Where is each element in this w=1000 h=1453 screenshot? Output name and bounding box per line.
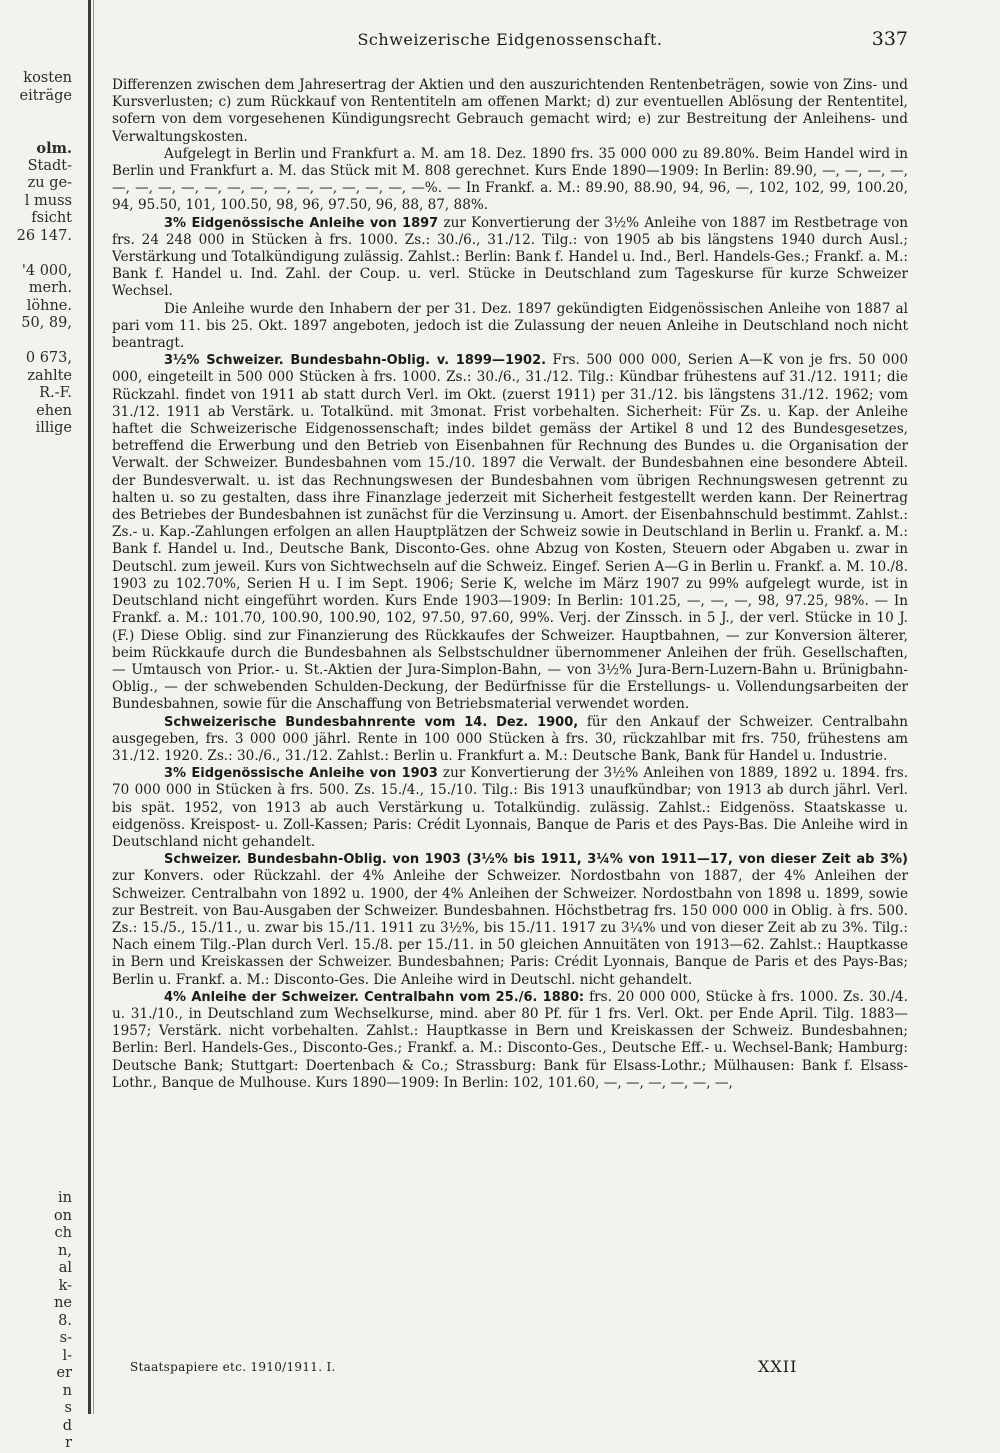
paragraph-text: frs. 20 000 000, Stücke à frs. 1000. Zs. 30./4. u. 31./10., in Deutschland zum Wechselkurse, mind. aber 80 Pf. für 1 frs. Verl. Okt. per Ende April. Tilg. 1883—1957; Verstärk. nicht vorbehalten. Zahlst.: Hauptkasse in Bern und Kreiskassen der Schweiz. Bundesbahnen; Berlin: Berl. Handels-Ges., Disconto-Ges.; Frankf. a. M.: Disconto-Ges., Deutsche Eff.- u. Wechsel-Bank; Hamburg: Deutsche Bank; Stuttgart: Doertenbach & Co.; Strassburg: Bank für Elsass-Lothr.; Mülhausen: Bank f. Elsass-Lothr., Banque de Mulhouse. Kurs 1890—1909: In Berlin: 102, 101.60, —, —, —, —, —, —,: [112, 988, 908, 1091]
page-header: [112, 30, 908, 54]
margin-fragment: [0, 700, 76, 718]
paragraph-text: Aufgelegt in Berlin und Frankfurt a. M. am 18. Dez. 1890 frs. 35 000 000 zu 89.80%. Beim Handel wird in Berlin und Frankfurt a. M. das Stück mit M. 808 gerechnet. Kurs Ende 1890—1909: In Berlin: 89.90, —, —, —, —, —, —, —, —, —, —, —, —, —, —, —, —, —, —%. — In Frankf. a. M.: 89.90, 88.90, 94, 96, —, 102, 102, 99, 100.20, 94, 95.50, 101, 100.50, 98, 96, 97.50, 96, 88, 87, 88%.: [112, 145, 908, 214]
margin-fragment: eiträge: [19, 87, 72, 104]
margin-fragment: [0, 1155, 76, 1173]
margin-fragment: 0 673,: [25, 350, 72, 366]
margin-fragment: s: [64, 1400, 72, 1416]
margin-fragment: [0, 560, 76, 578]
paragraph-text: Differenzen zwischen dem Jahresertrag der Aktien und den auszurichtenden Rentenbeträgen, sowie von Zins- und Kursverlusten; c) zum Rückkauf von Rententiteln am offenen Markt; d) zur eventuellen Ablösung der Rententitel, sofern von dem vorgesehenen Kündigungsrecht Gebrauch gemacht wird; e) zur Bestreitung der Anleihens- und Verwaltungskosten.: [112, 77, 908, 145]
margin-fragment: illige: [35, 420, 72, 436]
margin-fragment: [0, 753, 76, 771]
paragraph-text: Frs. 500 000 000, Serien A—K von je frs. 50 000 000, eingeteilt in 500 000 Stücken à frs. 1000. Zs.: 30./6., 31./12. Tilg.: Kündbar frühestens auf 31./12. 1911; die Rückzahl. findet von 1911 ab statt durch Verl. im Okt. (zuerst 1911) per 31./12. bis längstens 31./12. 1962; vom 31./12. 1911 ab Verstärk. u. Totalkünd. mit 3monat. Frist vorbehalten. Sicherheit: Für Zs. u. Kap. der Anleihe haftet die Schweizerische Eidgenossenschaft; indes bildet gemäss der Artikel 8 und 12 des Bundesgesetzes, betreffend die Erwerbung und den Betrieb von Eisenbahnen für Rechnung des Bundes u. die Organisation der Verwalt. der Schweizer. Bundesbahnen vom 15./10. 1897 die Verwalt. der Bundesbahnen eine besondere Abteil. der Bundesverwalt. u. ist das Rechnungswesen der Bundesbahnen vom übrigen Rechnungswesen getrennt zu halten u. so zu gestalten, dass ihre Finanzlage jederzeit mit Sicherheit festgestellt werden kann. Der Reinertrag des Betriebes der Bundesbahnen ist zunächst für die Verzinsung u. Amort. der Eisenbahnschuld bestimmt. Zahlst.: Zs.- u. Kap.-Zahlungen erfolgen an allen Hauptplätzen der Schweiz sowie in Deutschland in Berlin u. Frankf. a. M.: Bank f. Handel u. Ind., Deutsche Bank, Disconto-Ges. ohne Abzug von Kosten, Steuern oder Abgaben u. zwar in Deutschl. zum jeweil. Kurs von Sichtwechseln auf die Schweiz. Eingef. Serien A—G in Berlin u. Frankf. a. M. 10./8. 1903 zu 102.70%, Serien H u. I im Sept. 1906; Serie K, welche im März 1907 zu 99% aufgelegt wurde, ist in Deutschland nicht eingeführt worden. Kurs Ende 1903—1909: In Berlin: 101.25, —, —, —, 98, 97.25, 98%. — In Frankf. a. M.: 101.70, 100.90, 100.90, 102, 97.50, 97.60, 99%. Verj. der Zinssch. in 5 J., der verl. Stücke in 10 J. (F.) Diese Oblig. sind zur Finanzierung des Rückkaufes der Schweizer. Hauptbahnen, — zur Konversion älterer, beim Rückkaufe durch die Bundesbahnen als Selbstschuldner übernommener Anleihen der früh. Gesellschaften, — Umtausch von Prior.- u. St.-Aktien der Jura-Simplon-Bahn, — von 3½% Jura-Bern-Luzern-Bahn u. Brünigbahn-Oblig., — der schwebenden Schulden-Deckung, der Bedürfnisse für die Erstellungs- u. Vollendungsarbeiten der Bundesbahnen, sowie für die Anschaffung von Betriebsmaterial verwendet worden.: [112, 352, 909, 713]
paragraph: [112, 989, 908, 1092]
margin-fragment: [0, 1050, 76, 1068]
margin-fragment: 8.: [58, 1312, 72, 1329]
margin-fragment: [0, 910, 76, 928]
margin-fragment: [0, 770, 76, 788]
margin-fragment: in: [58, 1190, 72, 1206]
margin-fragment: fsicht: [31, 210, 72, 226]
page-number: 337: [871, 28, 908, 50]
margin-fragment: d: [62, 1417, 72, 1434]
margin-fragment: [0, 455, 76, 473]
margin-fragment: l muss: [24, 192, 72, 209]
margin-fragment: s-: [59, 1330, 72, 1346]
margin-fragment: [0, 1120, 76, 1138]
signature-mark: XXII: [758, 1357, 798, 1376]
margin-fragment: [0, 490, 76, 508]
margin-fragment: [0, 928, 76, 946]
paragraph: [112, 851, 908, 989]
margin-fragment: [0, 735, 76, 753]
margin-fragment: [0, 718, 76, 736]
margin-fragment: [0, 1033, 76, 1051]
page-footer: [130, 1357, 810, 1379]
margin-fragment: [0, 683, 76, 701]
margin-fragment: [0, 123, 76, 141]
margin-fragment: [0, 1068, 76, 1086]
margin-fragment: [0, 665, 76, 683]
paragraph-heading: 3% Eidgenössische Anleihe von 1903: [164, 766, 438, 782]
margin-fragment: [0, 105, 76, 123]
paragraph-heading: Schweizer. Bundesbahn-Oblig. von 1903 (3½% bis 1911, 3¼% von 1911—17, von dieser Zeit ab 3%): [164, 852, 908, 868]
margin-fragment: [0, 1173, 76, 1191]
page-body: [112, 77, 908, 1092]
margin-fragment: R.-F.: [39, 385, 72, 401]
margin-fragment: [0, 648, 76, 666]
margin-fragment: [0, 543, 76, 561]
margin-fragment: [0, 333, 76, 351]
margin-fragment: ch: [54, 1225, 72, 1241]
paragraph-heading: 3% Eidgenössische Anleihe von 1897: [164, 215, 439, 231]
paragraph: [112, 714, 908, 766]
margin-fragment: [0, 998, 76, 1016]
paragraph-heading: 4% Anleihe der Schweizer. Centralbahn vom 25./6. 1880:: [164, 989, 585, 1005]
paragraph-text: für den Ankauf der Schweizer. Centralbahn ausgegeben, frs. 3 000 000 jährl. Rente in 100 000 Stücken à frs. 30, rückzahlbar mit frs. 750, frühestens am 31./12. 1920. Zs.: 30./6., 31./12. Zahlst.: Berlin u. Frankfurt a. M.: Deutsche Bank, Bank für Handel u. Industrie.: [112, 713, 908, 764]
margin-fragment: Stadt-: [27, 157, 72, 174]
margin-fragment: [0, 963, 76, 981]
margin-fragment: '4 000,: [21, 262, 72, 279]
margin-fragment: [0, 840, 76, 858]
margin-fragment: olm.: [36, 140, 72, 157]
paragraph-text: zur Konvertierung der 3½% Anleihen von 1889, 1892 u. 1894. frs. 70 000 000 in Stücken à frs. 500. Zs. 15./4., 15./10. Tilg.: Bis 1913 unaufkündbar; von 1913 ab durch jährl. Verl. bis spät. 1952, von 1913 ab auch Verstärkung u. Totalkündig. zulässig. Zahlst.: Eidgenöss. Staatskasse u. eidgenöss. Kreispost- u. Zoll-Kassen; Paris: Crédit Lyonnais, Banque de Paris et des Pays-Bas. Die Anleihe wird in Deutschland nicht gehandelt.: [112, 765, 909, 850]
paragraph-heading: 3½% Schweizer. Bundesbahn-Oblig. v. 1899—1902.: [164, 353, 547, 369]
margin-fragment: [0, 858, 76, 876]
margin-fragment: [0, 1015, 76, 1033]
margin-fragment: [0, 805, 76, 823]
margin-fragment: zu ge-: [27, 175, 72, 191]
left-margin-fragments: [0, 70, 76, 1451]
footer-source: Staatspapiere etc. 1910/1911. I.: [130, 1360, 336, 1374]
margin-fragment: [0, 788, 76, 806]
paragraph: [112, 146, 908, 215]
margin-fragment: [0, 945, 76, 963]
margin-fragment: ehen: [36, 402, 72, 419]
margin-fragment: [0, 473, 76, 491]
paragraph: [112, 352, 908, 713]
margin-fragment: 50, 89,: [21, 315, 72, 331]
paragraph: [112, 765, 908, 851]
binding-gutter: [88, 0, 91, 1414]
margin-fragment: [0, 613, 76, 631]
margin-fragment: [0, 980, 76, 998]
margin-fragment: er: [56, 1365, 72, 1381]
paragraph-text: Die Anleihe wurde den Inhabern der per 31. Dez. 1897 gekündigten Eidgenössischen Anleihe von 1887 al pari vom 11. bis 25. Okt. 1897 angeboten, jedoch ist die Zulassung der neuen Anleihe in Deutschland noch nicht beantragt.: [112, 300, 908, 352]
margin-fragment: r: [65, 1435, 72, 1451]
margin-fragment: merh.: [28, 280, 72, 296]
margin-fragment: [0, 595, 76, 613]
paragraph: [112, 301, 908, 353]
margin-fragment: [0, 893, 76, 911]
margin-fragment: [0, 1138, 76, 1156]
margin-fragment: [0, 525, 76, 543]
margin-fragment: n: [62, 1382, 72, 1399]
paragraph-text: zur Konvers. oder Rückzahl. der 4% Anleihe der Schweizer. Nordostbahn von 1887, der 4% Anleihen der Schweizer. Centralbahn von 1892 u. 1900, der 4% Anleihen der Schweizer. Nordostbahn von 1898 u. 1899, sowie zur Bestreit. von Bau-Ausgaben der Schweizer. Bundesbahnen. Höchstbetrag frs. 150 000 000 in Oblig. à frs. 500. Zs.: 15./5., 15./11., u. zwar bis 15./11. 1911 zu 3½%, bis 15./11. 1917 zu 3¼% und von dieser Zeit ab zu 3%. Tilg.: Nach einem Tilg.-Plan durch Verl. 15./8. per 15./11. in 50 gleichen Annuitäten von 1913—62. Zahlst.: Hauptkasse in Bern und Kreiskassen der Schweizer. Bundesbahnen; Paris: Crédit Lyonnais, Banque de Paris et des Pays-Bas; Berlin u. Frankf. a. M.: Disconto-Ges. Die Anleihe wird in Deutschl. nicht gehandelt.: [112, 868, 908, 988]
paragraph-text: zur Konvertierung der 3½% Anleihe von 1887 im Restbetrage von frs. 24 248 000 in Stücken à frs. 1000. Zs.: 30./6., 31./12. Tilg.: von 1905 ab bis längstens 1940 durch Ausl.; Verstärkung und Totalkündigung zulässig. Zahlst.: Berlin: Bank f. Handel u. Ind., Berl. Handels-Ges.; Frankf. a. M.: Bank f. Handel u. Ind. Zahl. der Coup. u. verl. Stücke in Deutschland zum Tageskurse für kurze Schweizer Wechsel.: [112, 214, 909, 300]
binding-gutter-line: [93, 0, 94, 1414]
paragraph: [112, 77, 908, 146]
margin-fragment: ne: [54, 1295, 72, 1311]
margin-fragment: [0, 578, 76, 596]
margin-fragment: löhne.: [26, 297, 72, 314]
margin-fragment: n,: [58, 1242, 72, 1259]
margin-fragment: 26 147.: [16, 227, 72, 244]
margin-fragment: k-: [58, 1277, 72, 1294]
margin-fragment: [0, 630, 76, 648]
margin-fragment: [0, 1103, 76, 1121]
running-title: Schweizerische Eidgenossenschaft.: [357, 30, 663, 49]
margin-fragment: on: [53, 1207, 72, 1224]
margin-fragment: [0, 245, 76, 263]
margin-fragment: [0, 823, 76, 841]
margin-fragment: [0, 508, 76, 526]
paragraph: [112, 215, 908, 301]
margin-fragment: [0, 875, 76, 893]
paragraph-heading: Schweizerische Bundesbahnrente vom 14. Dez. 1900,: [164, 714, 579, 730]
margin-fragment: al: [58, 1260, 72, 1276]
margin-fragment: [0, 438, 76, 456]
margin-fragment: [0, 1085, 76, 1103]
margin-fragment: kosten: [23, 70, 72, 86]
margin-fragment: l-: [62, 1347, 72, 1364]
margin-fragment: zahlte: [27, 367, 72, 384]
